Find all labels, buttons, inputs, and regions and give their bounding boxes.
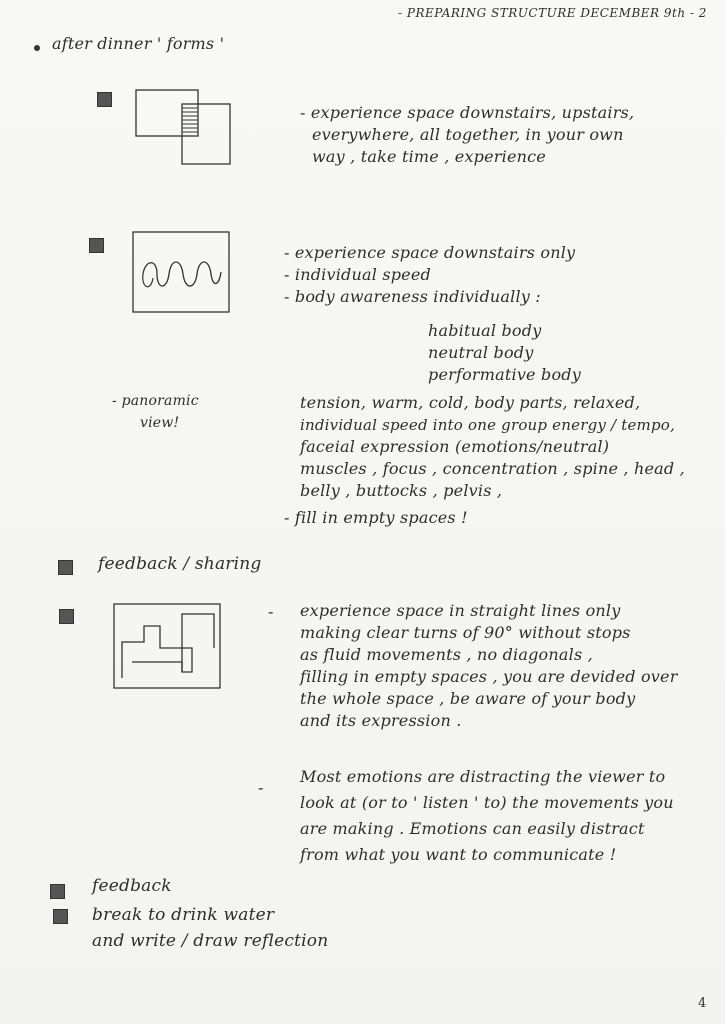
block2-line: - body awareness individually :: [284, 287, 541, 306]
block3-line: the whole space , be aware of your body: [300, 689, 636, 708]
block2-bottom-text: [300, 392, 685, 502]
block3-line: and its expression .: [300, 711, 462, 730]
feedback-sharing: feedback / sharing: [98, 554, 262, 574]
block3-line: experience space in straight lines only: [300, 601, 621, 620]
block1-line: way , take time , experience: [312, 147, 546, 166]
body-type: habitual body: [428, 321, 542, 340]
block2-line: tension, warm, cold, body parts, relaxed,: [300, 393, 641, 412]
bullet-square: [53, 909, 68, 924]
block1-line: - experience space downstairs, upstairs,: [300, 103, 635, 122]
straight-lines-diagram: [112, 602, 224, 692]
block4-line: look at (or to ' listen ' to) the movements you: [300, 793, 674, 812]
bullet-square: [50, 884, 65, 899]
block3-line: filling in empty spaces , you are devided over: [300, 667, 678, 686]
bullet-square: [89, 238, 104, 253]
block3-text: [300, 600, 678, 732]
break-line: break to drink water: [92, 905, 275, 925]
page-number: 4: [698, 996, 707, 1011]
bullet-square: [58, 560, 73, 575]
block3-line: as fluid movements , no diagonals ,: [300, 645, 593, 664]
block4-text: [300, 764, 674, 868]
body-types-list: [428, 320, 581, 386]
wavy-line-diagram: [131, 230, 233, 316]
bullet-square: [97, 92, 112, 107]
bullet-dot: [34, 45, 40, 51]
panoramic-line: view!: [140, 415, 180, 431]
block1-line: everywhere, all together, in your own: [312, 125, 624, 144]
feedback-item: feedback: [92, 876, 172, 896]
body-type: neutral body: [428, 343, 534, 362]
block3-dash: -: [268, 602, 274, 621]
break-item: [92, 902, 328, 954]
block2-line: - experience space downstairs only: [284, 243, 576, 262]
block1-text: [300, 102, 634, 168]
fill-empty-spaces: - fill in empty spaces !: [284, 508, 468, 527]
block4-dash: -: [258, 778, 264, 797]
block2-top-text: [284, 242, 575, 308]
block4-line: Most emotions are distracting the viewer to: [300, 767, 666, 786]
block2-line: faceial expression (emotions/neutral): [300, 437, 610, 456]
break-line: and write / draw reflection: [92, 931, 329, 951]
section-after-dinner: after dinner ' forms ': [52, 34, 225, 53]
page-header: - PREPARING STRUCTURE DECEMBER 9th - 2: [398, 6, 707, 20]
block2-line: muscles , focus , concentration , spine , head ,: [300, 459, 685, 478]
block4-line: are making . Emotions can easily distract: [300, 819, 645, 838]
overlapping-squares-diagram: [134, 88, 234, 168]
block2-line: - individual speed: [284, 265, 431, 284]
block4-line: from what you want to communicate !: [300, 845, 617, 864]
block2-line: belly , buttocks , pelvis ,: [300, 481, 503, 500]
block2-line: individual speed into one group energy / tempo,: [300, 416, 675, 434]
panoramic-note: [112, 390, 199, 434]
block3-line: making clear turns of 90° without stops: [300, 623, 631, 642]
bullet-square: [59, 609, 74, 624]
panoramic-line: - panoramic: [112, 393, 199, 409]
body-type: performative body: [428, 365, 581, 384]
